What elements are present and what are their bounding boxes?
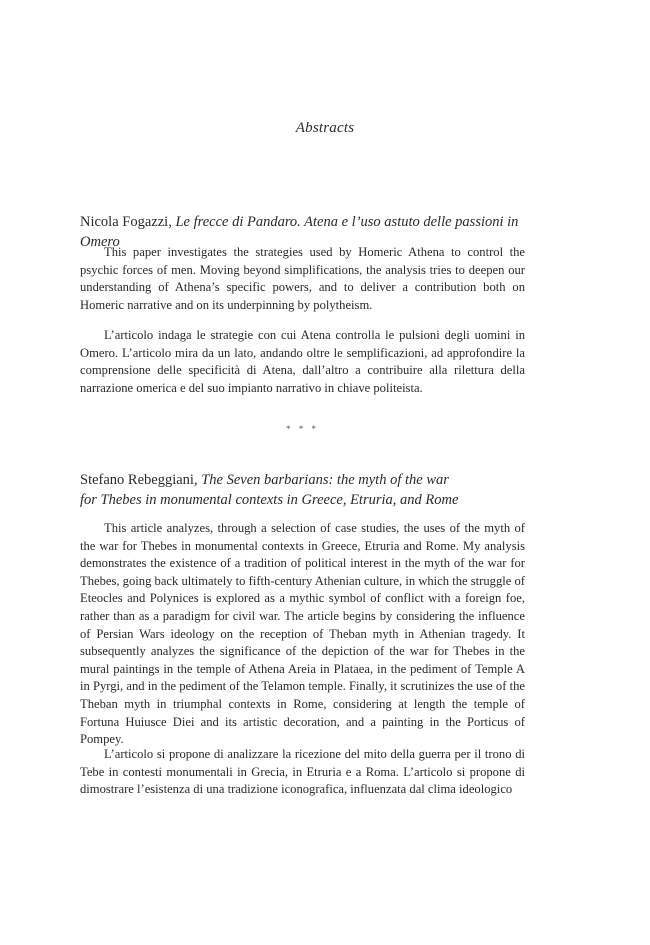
abstract-italian-1 (80, 327, 525, 397)
entry-heading: Stefano Rebeggiani, The Seven barbarians: the myth of the war for Thebes in monumental contexts in Greece, Etruria, and Rome (80, 472, 459, 508)
section-separator (80, 424, 525, 434)
entry-author: Nicola Fogazzi (80, 214, 169, 230)
abstract-entry-2 (80, 470, 525, 510)
abstract-paragraph-italian: L’articolo indaga le strategie con cui Atena controlla le pulsioni degli uomini in Omero. L’articolo mira da un lato, andando oltre le semplificazioni, ad approfondire la comprensione delle specificità di Atena, dall’altro a contribuire alla rilettura della narrazione omerica e del suo impianto narrativo in chiave politeista. (80, 328, 525, 395)
separator-asterisks: * * * (286, 424, 319, 434)
abstract-italian-2 (80, 746, 525, 799)
entry-author: Stefano Rebeggiani (80, 472, 194, 488)
section-title: Abstracts (295, 120, 355, 136)
entry-title-line-1: The Seven barbarians: the myth of the war (201, 472, 449, 488)
abstract-english-2 (80, 520, 525, 749)
entry-title: Le frecce di Pandaro. Atena e l’uso astuto delle passioni in Omero (80, 214, 519, 250)
abstract-paragraph-english: This paper investigates the strategies used by Homeric Athena to control the psychic forces of men. Moving beyond simplifications, the analysis tries to deepen our understanding of Athena’s specific powers, and to deliver a contribution both on Homeric narrative and on its underpinning by polytheism. (80, 245, 525, 312)
entry-heading: Nicola Fogazzi, Le frecce di Pandaro. Atena e l’uso astuto delle passioni in Omero (80, 214, 519, 250)
abstract-paragraph-english: This article analyzes, through a selection of case studies, the uses of the myth of the war for Thebes in monumental contexts in Greece, Etruria and Rome. My analysis demonstrates the existence of a tradition of political interest in the myth of the war for Thebes, going back ultimately to fifth-century Athenian culture, in which the struggle of Eteocles and Polynices is explored as a mythic symbol of conflict with a foreign foe, rather than as a paradigm for civil war. The article begins by considering the influence of Persian Wars ideology on the reception of Theban myth in Athenian tragedy. It subsequently analyzes the significance of the depiction of the war for Thebes in the mural paintings in the temple of Athena Areia in Plataea, in the pediment of Temple A in Pyrgi, and in the pediment of the Telamon temple. Finally, it scrutinizes the use of the Theban myth in triumphal contexts in Rome, considering at length the temple of Fortuna Huiusce Diei and its artistic decoration, and a painting in the Porticus of Pompey. (80, 521, 525, 747)
abstract-english-1 (80, 244, 525, 314)
entry-title-line-2: for Thebes in monumental contexts in Greece, Etruria, and Rome (80, 492, 459, 508)
abstract-paragraph-italian: L’articolo si propone di analizzare la ricezione del mito della guerra per il trono di Tebe in contesti monumentali in Grecia, in Etruria e a Roma. L’articolo si propone di dimostrare l’esistenza di una tradizione iconografica, influenzata dal clima ideologico (80, 747, 525, 797)
